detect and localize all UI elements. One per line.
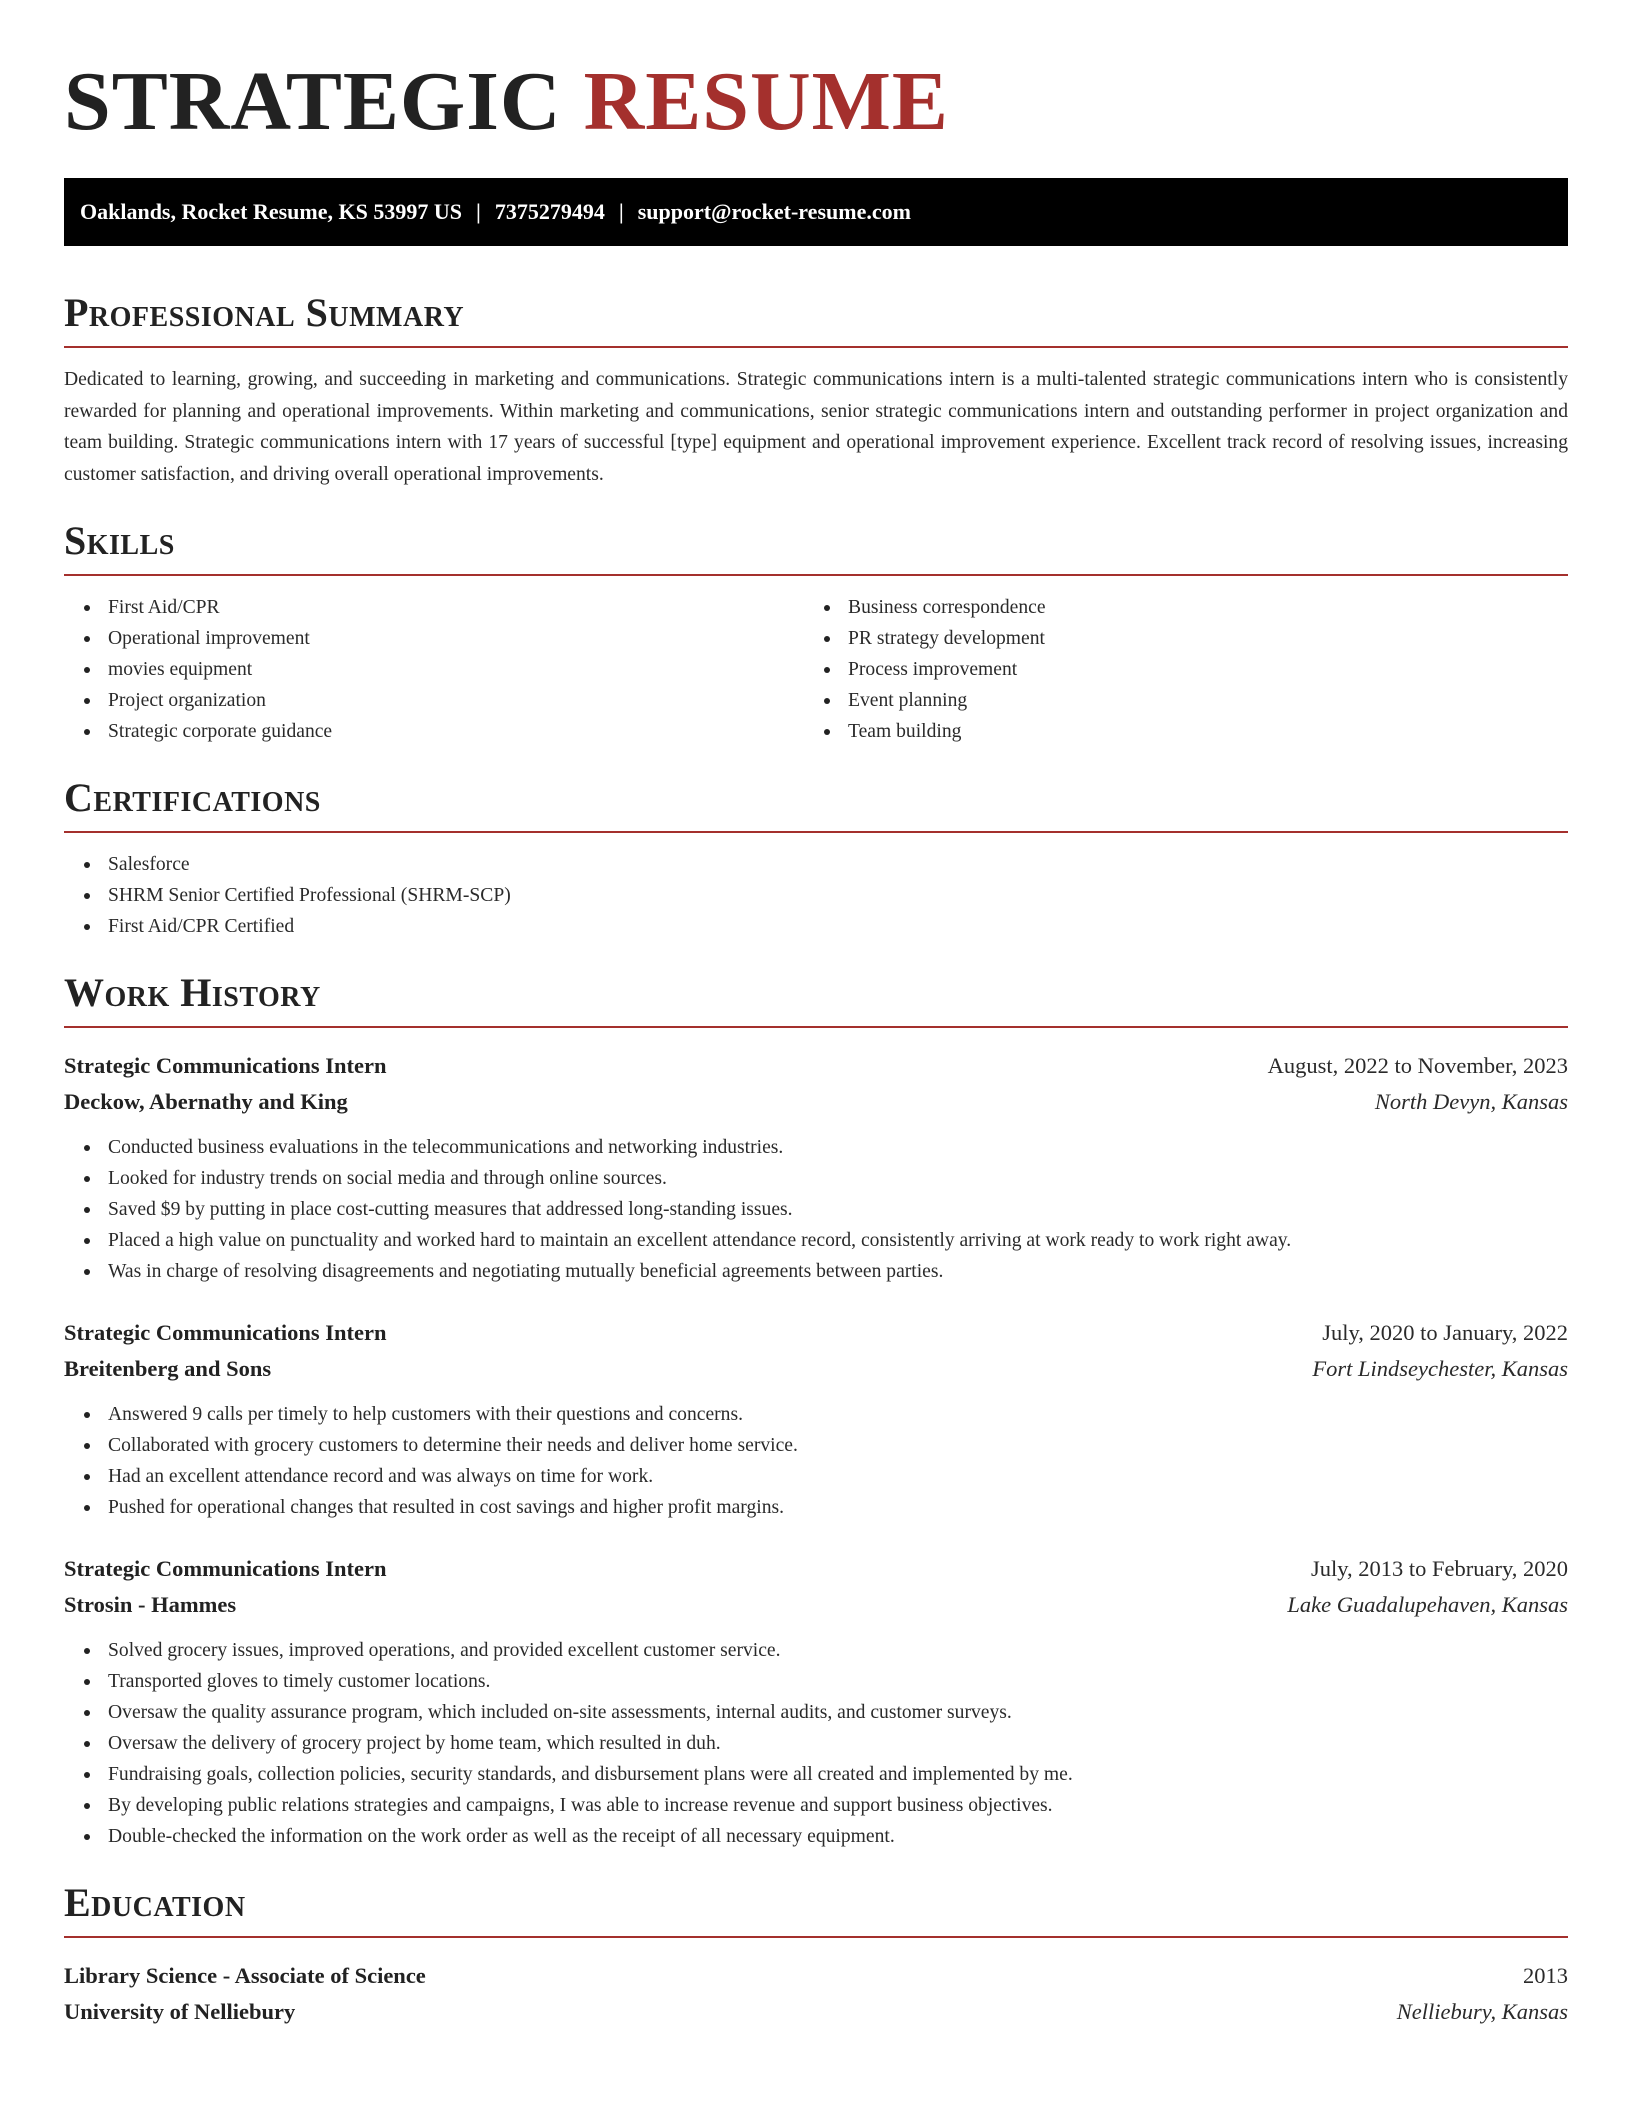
company-name: Deckow, Abernathy and King xyxy=(64,1089,348,1114)
certification-item: First Aid/CPR Certified xyxy=(64,911,1568,942)
job-dates: July, 2013 to February, 2020 xyxy=(1310,1556,1568,1581)
email: support@rocket-resume.com xyxy=(637,199,911,224)
job-company-row xyxy=(64,1084,1568,1120)
phone: 7375279494 xyxy=(494,199,605,224)
summary-section xyxy=(64,290,1568,490)
skill-item: Team building xyxy=(804,716,1544,747)
job-bullet: Looked for industry trends on social media and through online sources. xyxy=(64,1163,1568,1194)
skill-item: First Aid/CPR xyxy=(64,592,804,623)
job-bullet: Had an excellent attendance record and was always on time for work. xyxy=(64,1461,1568,1492)
job-company-row xyxy=(64,1351,1568,1387)
job-bullet: Placed a high value on punctuality and worked hard to maintain an excellent attendance record, consistently arriving at work ready to work right away. xyxy=(64,1225,1568,1256)
job-header-row xyxy=(64,1048,1568,1084)
job-bullet: Saved $9 by putting in place cost-cutting measures that addressed long-standing issues. xyxy=(64,1194,1568,1225)
school-location: Nelliebury, Kansas xyxy=(1396,1999,1568,2024)
skill-item: Project organization xyxy=(64,685,804,716)
school-name: University of Nelliebury xyxy=(64,1999,296,2024)
work-history-section xyxy=(64,970,1568,1852)
summary-text: Dedicated to learning, growing, and succeeding in marketing and communications. Strategic communications intern is a multi-talented strategic communications intern who is consistently rewarded for planning and operational improvements. Within marketing and communications, senior strategic communications intern and outstanding performer in project organization and team building. Strategic communications intern with 17 years of successful [type] equipment and operational improvement experience. Excellent track record of resolving issues, increasing customer satisfaction, and driving overall operational improvements. xyxy=(64,369,1568,485)
first-name: STRATEGIC xyxy=(64,55,562,148)
job-dates: August, 2022 to November, 2023 xyxy=(1267,1053,1568,1078)
job-location: North Devyn, Kansas xyxy=(1374,1089,1568,1114)
skill-item: PR strategy development xyxy=(804,623,1544,654)
skill-item: Business correspondence xyxy=(804,592,1544,623)
skill-item: Strategic corporate guidance xyxy=(64,716,804,747)
job-title: Strategic Communications Intern xyxy=(64,1320,387,1345)
skills-list-right xyxy=(804,592,1544,747)
education-section xyxy=(64,1880,1568,2030)
job-bullet: Oversaw the delivery of grocery project by home team, which resulted in duh. xyxy=(64,1728,1568,1759)
company-name: Breitenberg and Sons xyxy=(64,1356,272,1381)
job-bullets xyxy=(64,1399,1568,1523)
skills-section xyxy=(64,518,1568,747)
education-header-row xyxy=(64,1958,1568,1994)
job-bullets xyxy=(64,1635,1568,1852)
contact-bar xyxy=(64,178,1568,246)
education-entry xyxy=(64,1958,1568,2030)
job-entry xyxy=(64,1048,1568,1287)
education-school-row xyxy=(64,1994,1568,2030)
last-name: RESUME xyxy=(583,55,949,148)
job-bullet: Fundraising goals, collection policies, security standards, and disbursement plans were all created and implemented by me. xyxy=(64,1759,1568,1790)
skill-item: Event planning xyxy=(804,685,1544,716)
section-heading-work-history: Work History xyxy=(64,970,1568,1028)
job-bullet: Transported gloves to timely customer locations. xyxy=(64,1666,1568,1697)
job-location: Fort Lindseychester, Kansas xyxy=(1312,1356,1568,1381)
job-bullet: Oversaw the quality assurance program, which included on-site assessments, internal audits, and customer surveys. xyxy=(64,1697,1568,1728)
job-bullet: By developing public relations strategies and campaigns, I was able to increase revenue and support business objectives. xyxy=(64,1790,1568,1821)
section-heading-summary: Professional Summary xyxy=(64,290,1568,348)
job-bullet: Double-checked the information on the work order as well as the receipt of all necessary equipment. xyxy=(64,1821,1568,1852)
job-bullet: Was in charge of resolving disagreements and negotiating mutually beneficial agreements between parties. xyxy=(64,1256,1568,1287)
graduation-year: 2013 xyxy=(1523,1963,1568,1988)
skills-grid xyxy=(64,592,1568,747)
separator: | xyxy=(618,199,624,224)
certification-item: SHRM Senior Certified Professional (SHRM-SCP) xyxy=(64,880,1568,911)
job-bullet: Pushed for operational changes that resulted in cost savings and higher profit margins. xyxy=(64,1492,1568,1523)
skill-item: Process improvement xyxy=(804,654,1544,685)
job-location: Lake Guadalupehaven, Kansas xyxy=(1287,1592,1568,1617)
job-entry xyxy=(64,1315,1568,1523)
job-header-row xyxy=(64,1551,1568,1587)
job-bullet: Conducted business evaluations in the telecommunications and networking industries. xyxy=(64,1132,1568,1163)
skills-list-left xyxy=(64,592,804,747)
address: Oaklands, Rocket Resume, KS 53997 US xyxy=(80,199,462,224)
job-header-row xyxy=(64,1315,1568,1351)
job-bullet: Answered 9 calls per timely to help customers with their questions and concerns. xyxy=(64,1399,1568,1430)
degree: Library Science - Associate of Science xyxy=(64,1963,426,1988)
certifications-list xyxy=(64,849,1568,942)
job-bullet: Collaborated with grocery customers to determine their needs and deliver home service. xyxy=(64,1430,1568,1461)
section-heading-education: Education xyxy=(64,1880,1568,1938)
separator: | xyxy=(475,199,481,224)
resume-name xyxy=(64,0,1568,146)
job-dates: July, 2020 to January, 2022 xyxy=(1322,1320,1568,1345)
section-heading-certifications: Certifications xyxy=(64,775,1568,833)
job-title: Strategic Communications Intern xyxy=(64,1053,387,1078)
certifications-section xyxy=(64,775,1568,942)
skill-item: movies equipment xyxy=(64,654,804,685)
skill-item: Operational improvement xyxy=(64,623,804,654)
job-company-row xyxy=(64,1587,1568,1623)
company-name: Strosin - Hammes xyxy=(64,1592,237,1617)
job-title: Strategic Communications Intern xyxy=(64,1556,387,1581)
job-bullets xyxy=(64,1132,1568,1287)
job-entry xyxy=(64,1551,1568,1852)
certification-item: Salesforce xyxy=(64,849,1568,880)
job-bullet: Solved grocery issues, improved operations, and provided excellent customer service. xyxy=(64,1635,1568,1666)
section-heading-skills: Skills xyxy=(64,518,1568,576)
